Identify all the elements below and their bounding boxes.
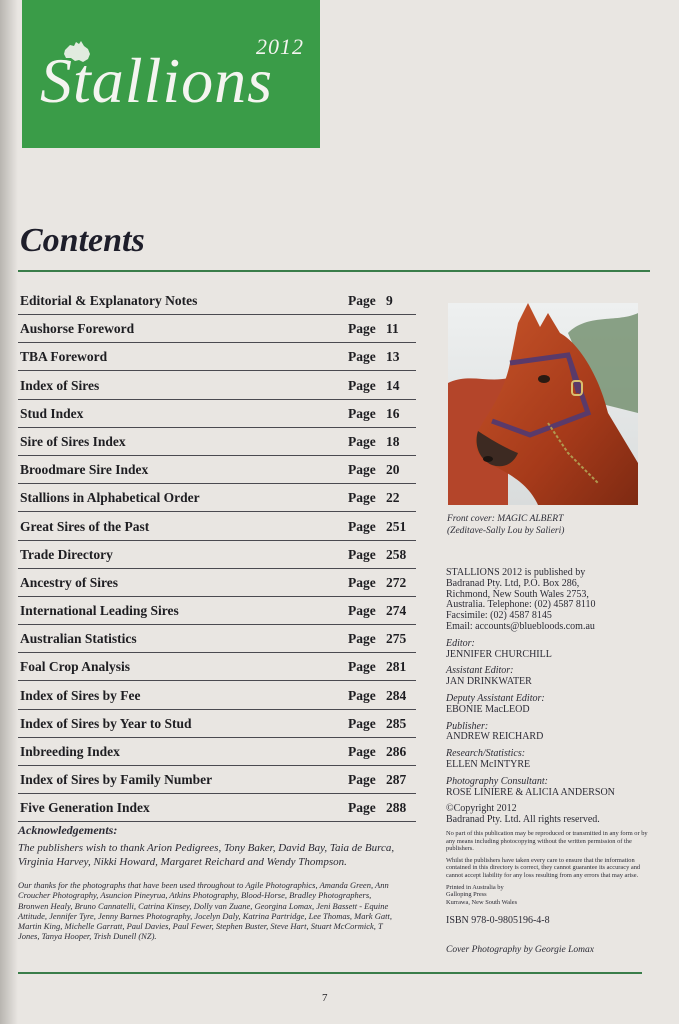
toc-page-number: 272	[386, 574, 407, 590]
cover-photography-credit: Cover Photography by Georgie Lomax	[446, 945, 594, 956]
staff-list	[446, 639, 651, 799]
toc-page-label: Page	[348, 744, 376, 759]
toc-row	[18, 373, 416, 400]
stallions-banner	[22, 0, 320, 148]
toc-page-label: Page	[348, 574, 376, 590]
toc-row	[18, 401, 416, 428]
toc-title: Broodmare Sire Index	[20, 462, 149, 478]
acknowledgements-photo-credits: Our thanks for the photographs that have been used throughout to Agile Photographics, Amanda Green, Ann Croucher Photography, Asuncion Pineyrua, Atkins Photography, Blood-Horse, Bradley Photographers, Bronwen Healy, Bruno Cannatelli, Catrina Kinsey, Dolly van Zuane, Georgina Lomax, Jeni Bassett - Equine Attitude, Jennifer Tyre, Jenny Barnes Photography, Jocelyn Daly, Katrina Partridge, Lee Thomas, Mark Gatt, Martin King, Michelle Garratt, Paul Davies, Paul Fewer, Stephen Buster, Steve Hart, Stuart McCormick, T Jones, Tanya Hooper, Trish Dunell (NZ).	[18, 880, 392, 942]
toc-page-label: Page	[348, 377, 376, 393]
toc-title: Trade Directory	[20, 546, 113, 562]
publisher-address	[446, 568, 651, 633]
contents-title: Contents	[20, 222, 145, 259]
staff-role: Publisher:	[446, 720, 489, 732]
staff-role: Assistant Editor:	[446, 665, 514, 677]
reproduction-notice: No part of this publication may be reproduced or transmitted in any form or by any means including photocopying without the written permission of the publishers.	[446, 829, 648, 853]
toc-page-number: 258	[386, 546, 407, 562]
toc-title: International Leading Sires	[20, 603, 179, 619]
toc-row	[18, 795, 416, 822]
toc-row	[18, 457, 416, 484]
toc-page-number: 284	[386, 687, 407, 703]
toc-page-number: 16	[386, 405, 400, 421]
toc-title: Sire of Sires Index	[20, 433, 126, 449]
copyright	[446, 804, 651, 826]
toc-page-number: 274	[386, 603, 407, 619]
toc-page-label: Page	[348, 546, 376, 562]
toc-page-label: Page	[348, 293, 376, 308]
top-divider	[18, 270, 650, 272]
toc-row	[18, 711, 416, 738]
printer-line-2: Galloping Press	[446, 891, 487, 899]
toc-page-number: 251	[386, 518, 407, 534]
toc-page-label: Page	[348, 800, 376, 816]
toc-row	[18, 683, 416, 710]
toc-page-number: 13	[386, 349, 400, 365]
cover-caption	[447, 513, 647, 537]
staff-role: Deputy Assistant Editor:	[446, 692, 545, 704]
staff-name: JENNIFER CHURCHILL	[446, 648, 552, 660]
publisher-address-line: Email: accounts@bluebloods.com.au	[446, 620, 595, 632]
banner-brand: Stallions	[40, 45, 274, 116]
staff-name: EBONIE MacLEOD	[446, 703, 530, 715]
page-number: 7	[322, 992, 328, 1004]
toc-title: Stallions in Alphabetical Order	[20, 490, 200, 506]
toc-page-label: Page	[348, 349, 376, 365]
staff-role: Photography Consultant:	[446, 775, 548, 787]
toc-title: Index of Sires by Fee	[20, 687, 141, 703]
toc-title: Ancestry of Sires	[20, 574, 118, 590]
cover-horse-photo	[448, 303, 638, 505]
toc-title: Index of Sires	[20, 377, 100, 393]
toc-page-label: Page	[348, 659, 376, 675]
toc-title: Inbreeding Index	[20, 744, 120, 759]
toc-page-label: Page	[348, 715, 376, 731]
toc-page-number: 18	[386, 433, 400, 449]
publisher-address-line: STALLIONS 2012 is published by	[446, 567, 586, 578]
toc-title: Aushorse Foreword	[20, 321, 135, 337]
acknowledgements-thanks: The publishers wish to thank Arion Pedigrees, Tony Baker, David Bay, Taia de Burca, Virginia Harvey, Nikki Howard, Margaret Reichard and Wendy Thompson.	[18, 842, 395, 868]
toc-page-label: Page	[348, 603, 376, 619]
isbn: ISBN 978-0-9805196-4-8	[446, 915, 550, 927]
toc-row	[18, 542, 416, 569]
cover-caption-pedigree: (Zeditave-Sally Lou by Salieri)	[447, 526, 565, 536]
toc-page-label: Page	[348, 631, 376, 647]
toc-row	[18, 514, 416, 541]
toc-title: Five Generation Index	[20, 800, 150, 816]
toc-row	[18, 626, 416, 653]
printer-info	[446, 884, 651, 907]
toc-page-label: Page	[348, 462, 376, 478]
toc-page-number: 285	[386, 715, 407, 731]
toc-row	[18, 739, 416, 766]
toc-page-label: Page	[348, 490, 376, 506]
printer-line-3: Kurrawa, New South Wales	[446, 898, 518, 906]
staff-name: ROSE LINIERE & ALICIA ANDERSON	[446, 786, 615, 798]
toc-title: Australian Statistics	[20, 631, 137, 647]
liability-notice: Whilst the publishers have taken every care to ensure that the information contained in this directory is correct, they cannot guarantee its accuracy and cannot accept liability for any loss resulting from any errors that may arise.	[446, 856, 641, 879]
staff-name: JAN DRINKWATER	[446, 676, 532, 688]
staff-role: Editor:	[446, 637, 475, 649]
toc-page-number: 286	[386, 744, 407, 759]
banner-year: 2012	[256, 34, 304, 59]
toc-row	[18, 570, 416, 597]
printer-line-1: Printed in Australia by	[446, 883, 504, 891]
toc-page-number: 287	[386, 772, 407, 788]
toc-page-number: 9	[386, 293, 393, 308]
publisher-info	[446, 568, 651, 956]
toc-row	[18, 767, 416, 794]
bottom-divider	[18, 972, 642, 974]
toc-title: Foal Crop Analysis	[20, 659, 131, 675]
copyright-line-1: ©Copyright 2012	[446, 803, 517, 815]
toc-page-label: Page	[348, 687, 376, 703]
table-of-contents	[18, 288, 416, 824]
toc-page-label: Page	[348, 405, 376, 421]
copyright-line-2: Badranad Pty. Ltd. All rights reserved.	[446, 814, 600, 826]
toc-page-number: 20	[386, 462, 400, 478]
toc-title: Index of Sires by Year to Stud	[20, 715, 192, 731]
toc-title: Stud Index	[20, 405, 84, 421]
acknowledgements	[18, 823, 398, 942]
toc-page-label: Page	[348, 321, 376, 337]
toc-page-number: 22	[386, 490, 400, 506]
toc-page-label: Page	[348, 518, 376, 534]
publisher-address-line: Facsimile: (02) 4587 8145	[446, 610, 552, 622]
toc-title: Editorial & Explanatory Notes	[20, 293, 198, 308]
toc-row	[18, 429, 416, 456]
toc-title: TBA Foreword	[20, 349, 108, 365]
toc-row	[18, 654, 416, 681]
toc-row	[18, 598, 416, 625]
staff-name: ELLEN McINTYRE	[446, 758, 531, 770]
staff-name: ANDREW REICHARD	[446, 731, 544, 743]
toc-page-number: 281	[386, 659, 407, 675]
acknowledgements-heading: Acknowledgements:	[18, 823, 118, 837]
toc-title: Index of Sires by Family Number	[20, 772, 213, 788]
page-binding-shadow	[0, 0, 18, 1024]
toc-page-number: 14	[386, 377, 400, 393]
cover-caption-title: Front cover: MAGIC ALBERT	[447, 514, 564, 524]
toc-row	[18, 316, 416, 343]
toc-page-label: Page	[348, 772, 376, 788]
publisher-address-line: Badranad Pty. Ltd, P.O. Box 286,	[446, 577, 580, 589]
staff-role: Research/Statistics:	[446, 748, 526, 760]
publisher-address-line: Richmond, New South Wales 2753,	[446, 588, 589, 600]
toc-page-label: Page	[348, 433, 376, 449]
toc-page-number: 288	[386, 800, 407, 816]
toc-title: Great Sires of the Past	[20, 518, 150, 534]
toc-row	[18, 485, 416, 512]
toc-row	[18, 288, 416, 315]
horse-head-image	[448, 303, 638, 505]
publisher-address-line: Australia. Telephone: (02) 4587 8110	[446, 599, 596, 611]
toc-page-number: 275	[386, 631, 407, 647]
toc-row	[18, 344, 416, 371]
toc-page-number: 11	[386, 321, 399, 337]
